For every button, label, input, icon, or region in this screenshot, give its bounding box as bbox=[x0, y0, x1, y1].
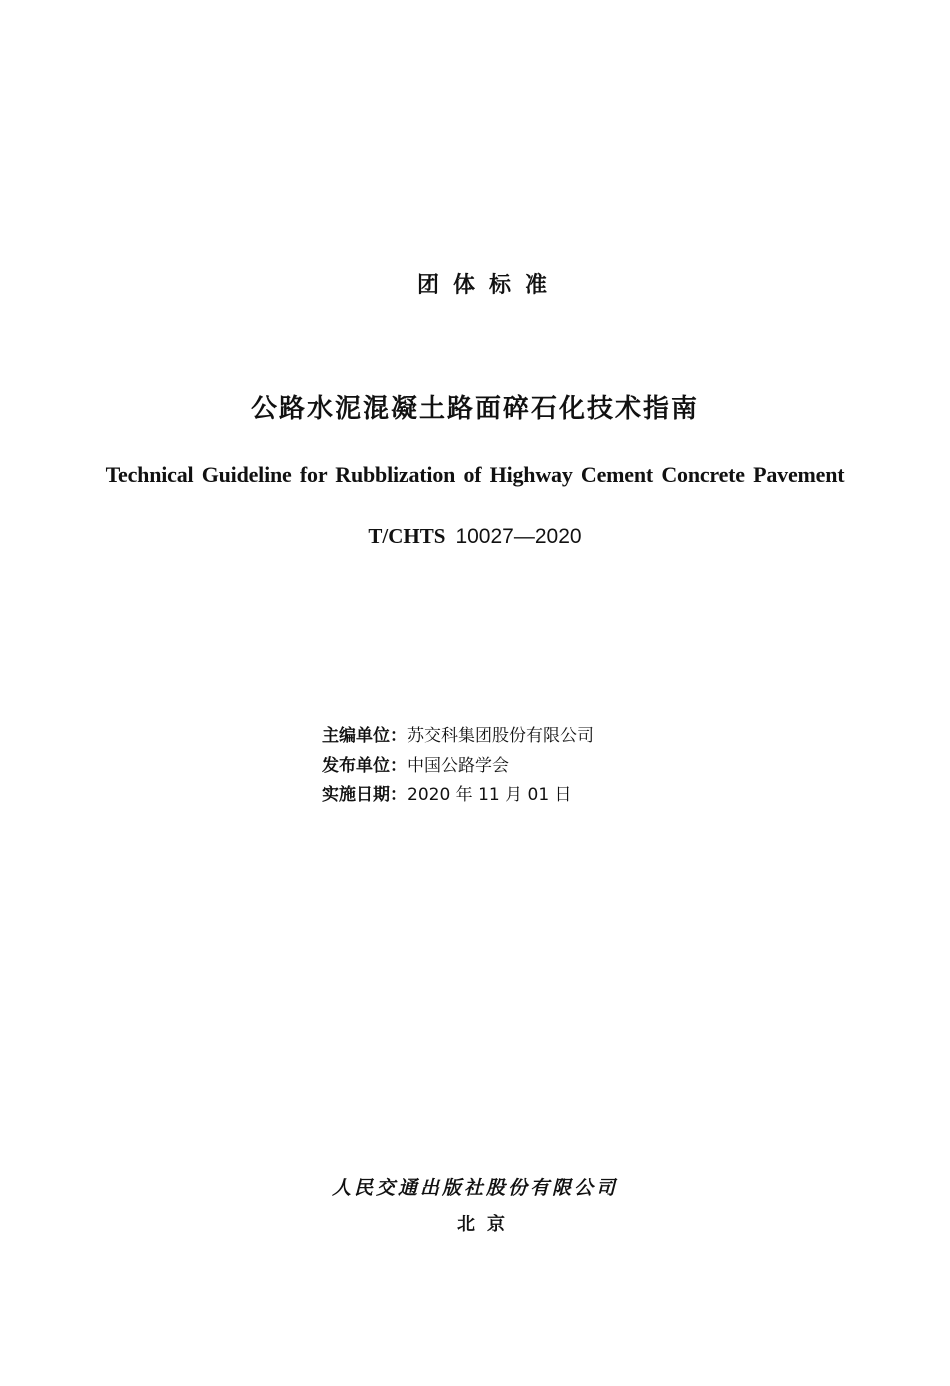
editor-label: 主编单位： bbox=[322, 726, 407, 746]
standard-code-number: 10027—2020 bbox=[455, 525, 582, 548]
date-row bbox=[322, 781, 594, 811]
publisher-city: 北京 bbox=[457, 1214, 517, 1235]
editor-value: 苏交科集团股份有限公司 bbox=[407, 726, 594, 746]
issuer-row bbox=[322, 752, 594, 782]
title-english: Technical Guideline for Rubblization of Highway Cement Concrete Pavement bbox=[105, 462, 845, 487]
standard-code-prefix: T/CHTS bbox=[368, 524, 446, 548]
issuer-label: 发布单位： bbox=[322, 755, 407, 776]
editor-row bbox=[322, 722, 594, 752]
date-label: 实施日期： bbox=[322, 785, 407, 805]
info-block bbox=[322, 722, 594, 811]
standard-type: 团体标准 bbox=[416, 273, 561, 298]
publisher-name: 人民交通出版社股份有限公司 bbox=[331, 1177, 618, 1199]
title-chinese: 公路水泥混凝土路面碎石化技术指南 bbox=[250, 394, 699, 424]
issuer-value: 中国公路学会 bbox=[407, 755, 509, 776]
standard-code bbox=[0, 524, 950, 549]
date-value: 2020 年 11 月 01 日 bbox=[407, 785, 572, 805]
